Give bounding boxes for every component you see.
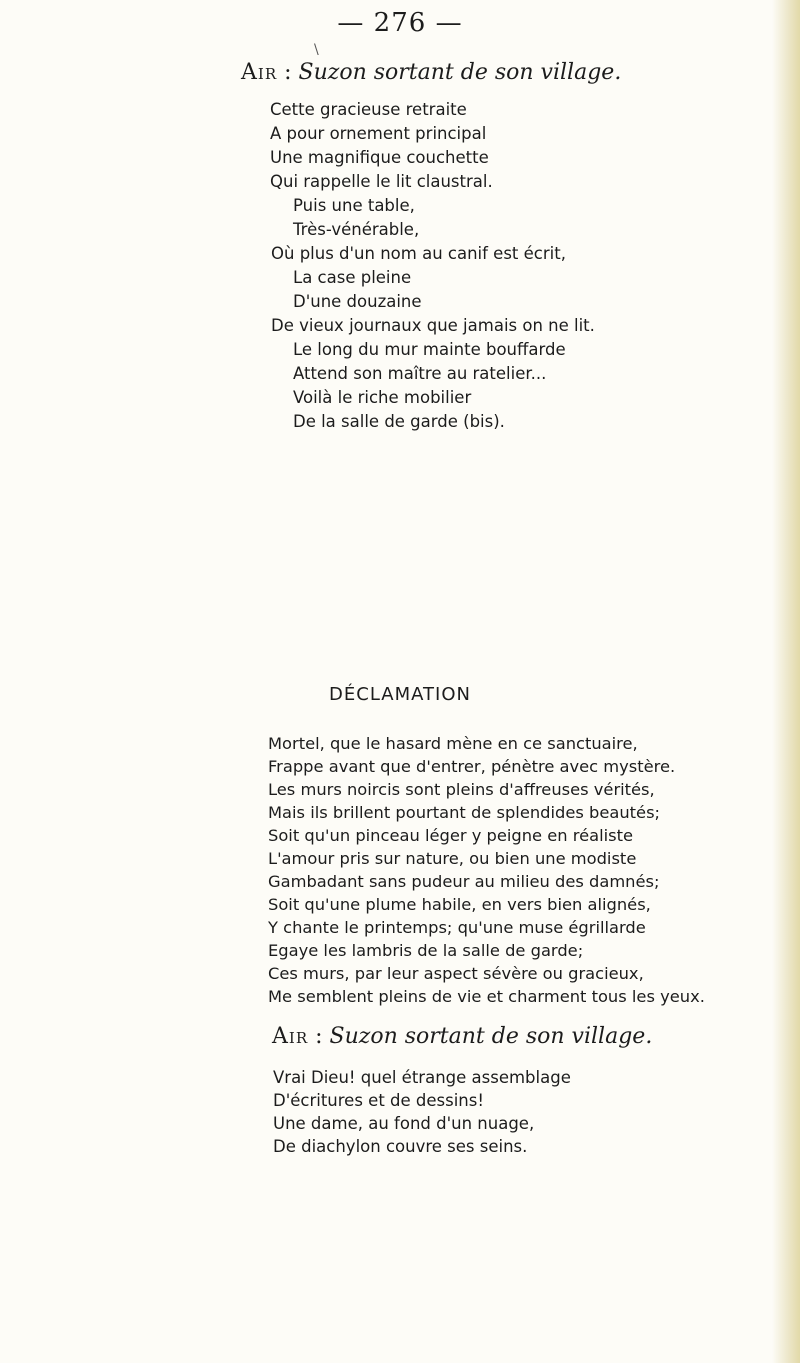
verse-line: Qui rappelle le lit claustral. (270, 172, 493, 191)
verse-line: D'écritures et de dessins! (273, 1091, 484, 1110)
poem-line: Soit qu'une plume habile, en vers bien alignés, (268, 895, 651, 914)
verse-line: A pour ornement principal (270, 124, 487, 143)
stray-mark: \ (314, 42, 319, 58)
air-tune: Suzon sortant de son village. (298, 60, 622, 85)
poem-line: Mais ils brillent pourtant de splendides beautés; (268, 803, 661, 822)
verse-line: Où plus d'un nom au canif est écrit, (271, 244, 566, 263)
verse-line: De la salle de garde (bis). (293, 412, 505, 431)
verse-line: Le long du mur mainte bouffarde (293, 340, 566, 359)
verse-line: Cette gracieuse retraite (270, 100, 467, 119)
declamation-title: DÉCLAMATION (329, 684, 471, 705)
verse-line: Une magnifique couchette (270, 148, 489, 167)
poem-line: Gambadant sans pudeur au milieu des damnés; (268, 872, 660, 891)
poem-line: L'amour pris sur nature, ou bien une modiste (268, 849, 637, 868)
poem-line: Les murs noircis sont pleins d'affreuses vérités, (268, 780, 655, 799)
poem-line: Frappe avant que d'entrer, pénètre avec mystère. (268, 757, 676, 776)
poem-line: Egaye les lambris de la salle de garde; (268, 941, 584, 960)
poem-line: Soit qu'un pinceau léger y peigne en réaliste (268, 826, 634, 845)
page-number: — 276 — (337, 8, 463, 38)
air-tune: Suzon sortant de son village. (329, 1024, 653, 1049)
verse-line: De diachylon couvre ses seins. (273, 1137, 528, 1156)
poem-line: Ces murs, par leur aspect sévère ou gracieux, (268, 964, 644, 983)
air-heading-1 (241, 60, 621, 85)
verse-line: Une dame, au fond d'un nuage, (273, 1114, 535, 1133)
air-separator: : (308, 1024, 330, 1049)
verse-line: Vrai Dieu! quel étrange assemblage (273, 1068, 571, 1087)
verse-line: De vieux journaux que jamais on ne lit. (271, 316, 595, 335)
verse-line: La case pleine (293, 268, 412, 287)
verse-line: Voilà le riche mobilier (293, 388, 472, 407)
page-edge-shadow (772, 0, 800, 1363)
air-separator: : (277, 60, 299, 85)
air-heading-2 (272, 1024, 652, 1049)
verse-line: D'une douzaine (293, 292, 422, 311)
air-label: Air (272, 1024, 309, 1049)
poem-line: Y chante le printemps; qu'une muse égrillarde (268, 918, 646, 937)
poem-line: Me semblent pleins de vie et charment tous les yeux. (268, 987, 705, 1006)
verse-line: Très-vénérable, (293, 220, 420, 239)
verse-line: Attend son maître au ratelier... (293, 364, 547, 383)
poem-line: Mortel, que le hasard mène en ce sanctuaire, (268, 734, 638, 753)
air-label: Air (241, 60, 278, 85)
verse-line: Puis une table, (293, 196, 415, 215)
